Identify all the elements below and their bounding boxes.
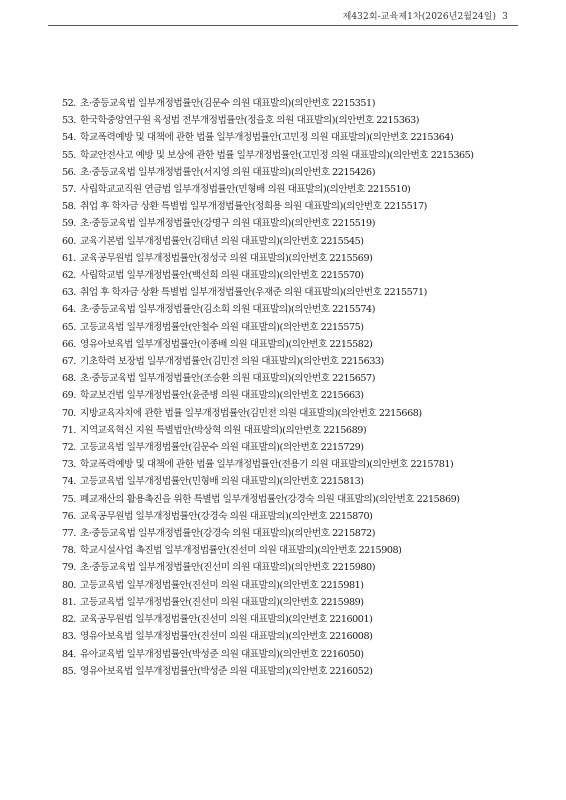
list-item <box>62 95 512 112</box>
list-item <box>62 215 512 232</box>
bill-title: 취업 후 학자금 상환 특별법 일부개정법률안(정희용 의원 대표발의)(의안번호 2215517) <box>80 201 427 213</box>
bill-title: 영유아보육법 일부개정법률안(진선미 의원 대표발의)(의안번호 2216008) <box>80 631 373 643</box>
bill-title: 초·중등교육법 일부개정법률안(김문수 의원 대표발의)(의안번호 2215351) <box>80 98 376 109</box>
list-item <box>62 525 512 542</box>
list-item <box>62 301 512 318</box>
bill-number: 79. <box>62 562 76 574</box>
bill-title: 영유아보육법 일부개정법률안(박성준 의원 대표발의)(의안번호 2216052) <box>80 665 373 677</box>
list-item <box>62 284 512 301</box>
bill-number: 80. <box>62 579 76 591</box>
list-item <box>62 405 512 422</box>
list-item <box>62 456 512 473</box>
list-item <box>62 646 512 663</box>
bill-title: 교육공무원법 일부개정법률안(정성국 의원 대표발의)(의안번호 2215569) <box>80 252 373 264</box>
list-item <box>62 198 512 215</box>
bill-title: 고등교육법 일부개정법률안(진선미 의원 대표발의)(의안번호 2215989) <box>80 596 364 608</box>
bill-list <box>62 95 512 680</box>
bill-title: 영유아보육법 일부개정법률안(이종배 의원 대표발의)(의안번호 2215582) <box>80 338 373 350</box>
bill-number: 84. <box>62 648 76 660</box>
list-item <box>62 663 512 680</box>
bill-number: 58. <box>62 201 76 213</box>
bill-number: 65. <box>62 321 76 333</box>
bill-title: 학교폭력예방 및 대책에 관한 법률 일부개정법률안(고민정 의원 대표발의)(의안번호 2215364) <box>80 132 454 144</box>
bill-title: 고등교육법 일부개정법률안(민형배 의원 대표발의)(의안번호 2215813) <box>80 476 364 488</box>
bill-number: 68. <box>62 373 76 385</box>
page-number: 3 <box>502 12 508 22</box>
list-item <box>62 439 512 456</box>
bill-number: 57. <box>62 184 76 196</box>
bill-number: 82. <box>62 614 76 626</box>
bill-title: 초·중등교육법 일부개정법률안(강명구 의원 대표발의)(의안번호 2215519) <box>80 218 376 230</box>
bill-title: 학교안전사고 예방 및 보상에 관한 법률 일부개정법률안(고민정 의원 대표발의)(의안번호 2215365) <box>80 149 474 161</box>
bill-title: 지역교육혁신 지원 특별법안(박상혁 의원 대표발의)(의안번호 2215689) <box>80 424 367 436</box>
list-item <box>62 577 512 594</box>
bill-title: 초·중등교육법 일부개정법률안(진선미 의원 대표발의)(의안번호 2215980) <box>80 562 376 574</box>
page-header <box>343 9 508 22</box>
bill-title: 초·중등교육법 일부개정법률안(서지영 의원 대표발의)(의안번호 2215426) <box>80 166 376 178</box>
list-item <box>62 147 512 164</box>
bill-number: 61. <box>62 252 76 264</box>
bill-number: 73. <box>62 459 76 471</box>
bill-number: 83. <box>62 631 76 643</box>
bill-number: 55. <box>62 149 76 161</box>
bill-number: 60. <box>62 235 76 247</box>
list-item <box>62 353 512 370</box>
list-item <box>62 387 512 404</box>
bill-number: 69. <box>62 390 76 402</box>
bill-title: 기초학력 보장법 일부개정법률안(김민전 의원 대표발의)(의안번호 2215633) <box>80 356 384 368</box>
list-item <box>62 370 512 387</box>
list-item <box>62 181 512 198</box>
bill-title: 취업 후 학자금 상환 특별법 일부개정법률안(우재준 의원 대표발의)(의안번호 2215571) <box>80 287 427 299</box>
bill-number: 62. <box>62 270 76 282</box>
bill-number: 71. <box>62 424 76 436</box>
bill-number: 85. <box>62 665 76 677</box>
list-item <box>62 129 512 146</box>
bill-title: 폐교재산의 활용촉진을 위한 특별법 일부개정법률안(강경숙 의원 대표발의)(의안번호 2215869) <box>80 493 460 505</box>
list-item <box>62 250 512 267</box>
bill-number: 53. <box>62 115 76 127</box>
list-item <box>62 594 512 611</box>
bill-number: 59. <box>62 218 76 230</box>
bill-title: 초·중등교육법 일부개정법률안(조승환 의원 대표발의)(의안번호 2215657) <box>80 373 376 385</box>
bill-number: 81. <box>62 596 76 608</box>
list-item <box>62 233 512 250</box>
bill-number: 56. <box>62 166 76 178</box>
bill-title: 학교보건법 일부개정법률안(윤준병 의원 대표발의)(의안번호 2215663) <box>80 390 364 402</box>
list-item <box>62 508 512 525</box>
bill-number: 54. <box>62 132 76 144</box>
bill-title: 유아교육법 일부개정법률안(박성준 의원 대표발의)(의안번호 2216050) <box>80 648 364 660</box>
header-divider <box>48 25 518 26</box>
bill-title: 지방교육자치에 관한 법률 일부개정법률안(김민전 의원 대표발의)(의안번호 2215668) <box>80 407 422 419</box>
bill-number: 67. <box>62 356 76 368</box>
bill-title: 교육공무원법 일부개정법률안(강경숙 의원 대표발의)(의안번호 2215870) <box>80 510 373 522</box>
list-item <box>62 542 512 559</box>
bill-number: 64. <box>62 304 76 316</box>
bill-title: 초·중등교육법 일부개정법률안(강경숙 의원 대표발의)(의안번호 2215872) <box>80 528 376 540</box>
list-item <box>62 422 512 439</box>
list-item <box>62 112 512 129</box>
list-item <box>62 164 512 181</box>
list-item <box>62 473 512 490</box>
bill-number: 77. <box>62 528 76 540</box>
bill-number: 74. <box>62 476 76 488</box>
bill-title: 학교시설사업 촉진법 일부개정법률안(진선미 의원 대표발의)(의안번호 2215908) <box>80 545 402 557</box>
list-item <box>62 319 512 336</box>
bill-number: 72. <box>62 442 76 454</box>
bill-title: 고등교육법 일부개정법률안(진선미 의원 대표발의)(의안번호 2215981) <box>80 579 364 591</box>
list-item <box>62 491 512 508</box>
list-item <box>62 559 512 576</box>
bill-number: 76. <box>62 510 76 522</box>
session-info: 제432회-교육제1차(2026년2월24일) <box>342 12 497 22</box>
bill-title: 교육공무원법 일부개정법률안(진선미 의원 대표발의)(의안번호 2216001) <box>80 614 373 626</box>
list-item <box>62 267 512 284</box>
bill-title: 사립학교법 일부개정법률안(백선희 의원 대표발의)(의안번호 2215570) <box>80 270 364 282</box>
bill-title: 사립학교교직원 연금법 일부개정법률안(민형배 의원 대표발의)(의안번호 2215510) <box>80 184 411 196</box>
list-item <box>62 611 512 628</box>
bill-number: 52. <box>62 98 76 109</box>
bill-title: 고등교육법 일부개정법률안(김문수 의원 대표발의)(의안번호 2215729) <box>80 442 364 454</box>
bill-title: 고등교육법 일부개정법률안(안철수 의원 대표발의)(의안번호 2215575) <box>80 321 364 333</box>
list-item <box>62 336 512 353</box>
bill-title: 학교폭력예방 및 대책에 관한 법률 일부개정법률안(전용기 의원 대표발의)(의안번호 2215781) <box>80 459 454 471</box>
bill-number: 66. <box>62 338 76 350</box>
bill-number: 63. <box>62 287 76 299</box>
bill-number: 70. <box>62 407 76 419</box>
bill-title: 초·중등교육법 일부개정법률안(김소희 의원 대표발의)(의안번호 2215574) <box>80 304 376 316</box>
bill-title: 교육기본법 일부개정법률안(김태년 의원 대표발의)(의안번호 2215545) <box>80 235 364 247</box>
bill-number: 75. <box>62 493 76 505</box>
bill-number: 78. <box>62 545 76 557</box>
bill-title: 한국학중앙연구원 육성법 전부개정법률안(정을호 의원 대표발의)(의안번호 2215363) <box>80 115 420 127</box>
list-item <box>62 628 512 645</box>
